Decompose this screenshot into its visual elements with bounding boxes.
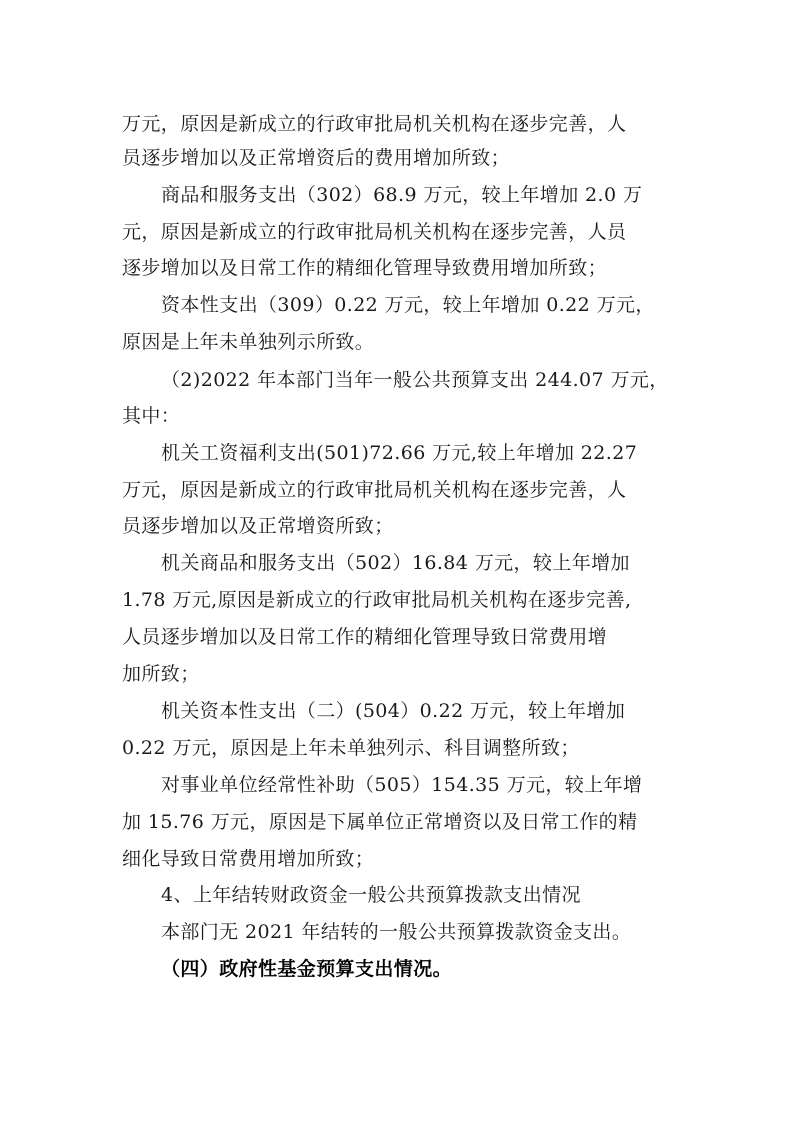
text-line: 员逐步增加以及正常增资后的费用增加所致； <box>122 147 511 169</box>
text-line: 机关资本性支出（二）(504）0.22 万元，较上年增加 <box>161 700 626 722</box>
text-line: 本部门无 2021 年结转的一般公共预算拨款资金支出。 <box>161 921 632 943</box>
text-line: 细化导致日常费用增加所致； <box>122 848 375 870</box>
text-line: 元，原因是新成立的行政审批局机关机构在逐步完善，人员 <box>122 221 627 243</box>
text-line: 原因是上年未单独列示所致。 <box>122 331 375 353</box>
text-line: 对事业单位经常性补助（505）154.35 万元，较上年增 <box>161 774 643 796</box>
text-line: 万元，原因是新成立的行政审批局机关机构在逐步完善，人 <box>122 113 627 135</box>
text-line: 1.78 万元,原因是新成立的行政审批局机关机构在逐步完善, <box>122 589 632 611</box>
text-line: 加 15.76 万元，原因是下属单位正常增资以及日常工作的精 <box>122 811 638 833</box>
text-line: 商品和服务支出（302）68.9 万元，较上年增加 2.0 万 <box>161 184 643 206</box>
text-line: 资本性支出（309）0.22 万元，较上年增加 0.22 万元， <box>161 294 655 316</box>
text-line: 机关商品和服务支出（502）16.84 万元，较上年增加 <box>161 552 630 574</box>
text-line: 逐步增加以及日常工作的精细化管理导致费用增加所致； <box>122 257 608 279</box>
text-line: 万元，原因是新成立的行政审批局机关机构在逐步完善，人 <box>122 479 627 501</box>
text-line: 其中： <box>122 405 181 427</box>
text-line: （2)2022 年本部门当年一般公共预算支出 244.07 万元， <box>161 369 669 391</box>
text-line: 加所致； <box>122 663 200 685</box>
text-line: 4、上年结转财政资金一般公共预算拨款支出情况 <box>161 884 581 906</box>
text-line: 0.22 万元，原因是上年未单独列示、科目调整所致； <box>122 737 580 759</box>
text-line: 机关工资福利支出(501)72.66 万元,较上年增加 22.27 <box>161 442 638 464</box>
section-heading: （四）政府性基金预算支出情况。 <box>161 958 453 980</box>
text-line: 员逐步增加以及正常增资所致； <box>122 515 394 537</box>
text-line: 人员逐步增加以及日常工作的精细化管理导致日常费用增 <box>122 626 608 648</box>
